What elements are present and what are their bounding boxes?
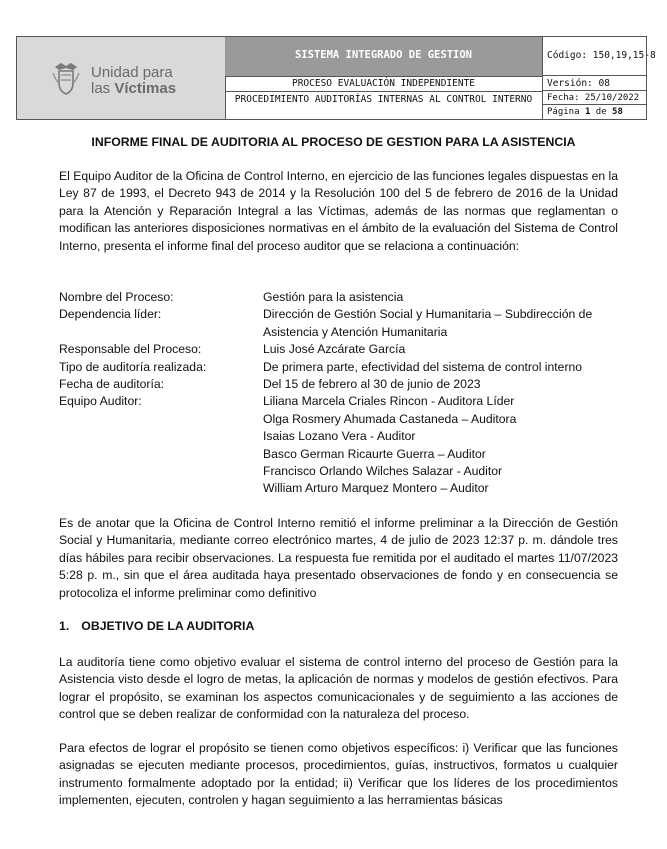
detail-label: Equipo Auditor: xyxy=(59,394,142,409)
logo-cell xyxy=(17,37,226,119)
document-date: Fecha: 25/10/2022 xyxy=(543,92,647,105)
detail-label: Tipo de auditoría realizada: xyxy=(59,359,207,374)
detail-value: Luis José Azcárate García xyxy=(263,342,406,357)
note-paragraph: Es de anotar que la Oficina de Control Interno remitió el informe preliminar a la Dirección de Gestión Social y Humanitaria, mediante correo electrónico martes, 4 de julio de 2023 12:37 p. m. dándole tres días hábiles para recibir observaciones. La respuesta fue remitida por el auditado el martes 11/07/2023 5:28 p. m., sin que el área auditada haya presentado observaciones de fondo y en consecuencia se protocoliza el informe preliminar como definitivo xyxy=(59,516,618,600)
page-number xyxy=(543,105,647,119)
detail-value: William Arturo Marquez Montero – Auditor xyxy=(263,481,489,496)
procedure-name: PROCEDIMIENTO AUDITORÍAS INTERNAS AL CONTROL INTERNO xyxy=(234,94,533,105)
detail-label xyxy=(59,480,263,497)
detail-label xyxy=(59,428,263,445)
specific-objectives-paragraph: Para efectos de lograr el propósito se tienen como objetivos específicos: i) Verificar que las funciones asignadas se ejecuten mediante procesos, procedimientos, guías, instructivos, formatos u cualquier instrumento formalmente adoptado por la entidad; ii) Verificar que los líderes de los procedimientos implementen, ejecuten, controlen y hagan seguimiento a las herramientas básicas xyxy=(59,741,618,808)
detail-value: Francisco Orlando Wilches Salazar - Auditor xyxy=(263,464,503,479)
header-right xyxy=(542,37,656,119)
page-prefix: Página xyxy=(547,107,585,117)
detail-row xyxy=(59,411,619,428)
detail-row xyxy=(59,428,619,445)
detail-label: Fecha de auditoría: xyxy=(59,377,165,392)
objective-paragraph: La auditoría tiene como objetivo evaluar el sistema de control interno del proceso de Gestión para la Asistencia visto desde el logro de metas, la aplicación de normas y modelos de gestión efectivos. Para lograr el propósito, se examinan los aspectos comunicacionales y de seguimiento a las acciones de control que se deben realizar de conformidad con la naturaleza del proceso. xyxy=(59,655,618,722)
logo-line2-prefix: las xyxy=(91,80,115,97)
system-name: SISTEMA INTEGRADO DE GESTION xyxy=(225,37,542,77)
document-version: Versión: 08 xyxy=(543,76,647,91)
page-total: 58 xyxy=(612,107,623,117)
detail-row xyxy=(59,463,619,480)
process-name: PROCESO EVALUACIÓN INDEPENDIENTE xyxy=(225,76,542,92)
detail-label: Dependencia líder: xyxy=(59,307,162,322)
detail-value: Dirección de Gestión Social y Humanitaria – Subdirección de Asistencia y Atención Humanitaria xyxy=(263,307,593,339)
detail-value: De primera parte, efectividad del sistema de control interno xyxy=(263,359,583,374)
detail-value: Gestión para la asistencia xyxy=(263,290,404,304)
detail-value: Isaias Lozano Vera - Auditor xyxy=(263,429,416,444)
detail-row xyxy=(59,393,619,410)
detail-label xyxy=(59,463,263,480)
report-title: INFORME FINAL DE AUDITORIA AL PROCESO DE GESTION PARA LA ASISTENCIA xyxy=(91,135,576,149)
detail-value: Olga Rosmery Ahumada Castaneda – Auditora xyxy=(263,411,517,426)
detail-row xyxy=(59,446,619,463)
detail-value: Del 15 de febrero al 30 de junio de 2023 xyxy=(263,377,481,392)
detail-row xyxy=(59,359,619,376)
detail-label xyxy=(59,446,263,463)
detail-label: Responsable del Proceso: xyxy=(59,342,202,357)
section-title: OBJETIVO DE LA AUDITORIA xyxy=(81,619,255,633)
logo-text xyxy=(91,65,176,97)
detail-row xyxy=(59,341,619,358)
logo-line2-bold: Víctimas xyxy=(114,80,177,97)
detail-row xyxy=(59,289,619,306)
logo-line1: Unidad para xyxy=(91,64,173,81)
detail-row xyxy=(59,306,619,341)
logo-line2 xyxy=(91,81,176,97)
detail-row xyxy=(59,376,619,393)
section-heading xyxy=(59,619,254,633)
audit-details xyxy=(59,289,619,498)
intro-paragraph: El Equipo Auditor de la Oficina de Control Interno, en ejercicio de las funciones legales dispuestas en la Ley 87 de 1993, el Decreto 943 de 2014 y la Resolución 100 del 5 de febrero de 2016 de la Unidad para la Atención y Reparación Integral a las Víctimas, además de las normas que reglamentan o modifican las anteriores disposiciones normativas en el ámbito de la evaluación del Sistema de Control Interno, presenta el informe final del proceso auditor que se relaciona a continuación: xyxy=(59,169,618,253)
page-current: 1 xyxy=(584,107,591,117)
document-header xyxy=(16,36,656,120)
page-of: de xyxy=(590,107,613,117)
section-number: 1. xyxy=(59,619,70,633)
detail-value: Liliana Marcela Criales Rincon - Auditora Líder xyxy=(263,394,515,409)
detail-row xyxy=(59,480,619,497)
detail-value: Basco German Ricaurte Guerra – Auditor xyxy=(263,446,486,461)
detail-label xyxy=(59,411,263,428)
document-code: Código: 150,19,15-8 xyxy=(543,37,647,76)
detail-label: Nombre del Proceso: xyxy=(59,290,174,304)
coat-of-arms-icon xyxy=(51,61,81,97)
header-middle xyxy=(225,37,542,119)
